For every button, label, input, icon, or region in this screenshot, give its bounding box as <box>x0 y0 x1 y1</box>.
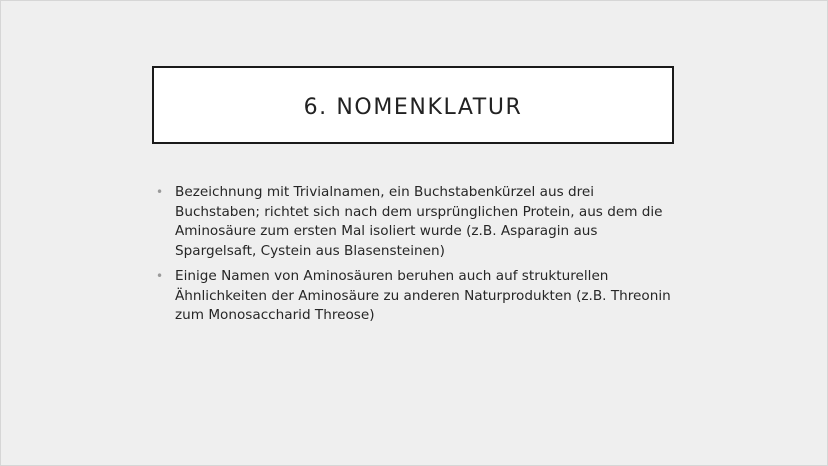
bullet-item <box>156 183 676 261</box>
bullet-icon: • <box>156 269 164 283</box>
bullet-text: Einige Namen von Aminosäuren beruhen auch auf strukturellen Ähnlichkeiten der Aminosäure zu anderen Naturprodukten (z.B. Threonin zum Monosaccharid Threose) <box>175 268 671 323</box>
bullet-item <box>156 267 676 326</box>
bullet-text: Bezeichnung mit Trivialnamen, ein Buchstabenkürzel aus drei Buchstaben; richtet sich nach dem ursprünglichen Protein, aus dem die Aminosäure zum ersten Mal isoliert wurde (z.B. Asparagin aus Spargelsaft, Cystein aus Blasensteinen) <box>175 184 663 259</box>
bullet-icon: • <box>156 185 164 199</box>
title-box <box>152 66 674 144</box>
slide-title: 6. NOMENKLATUR <box>303 94 523 120</box>
bullet-list <box>156 183 676 332</box>
